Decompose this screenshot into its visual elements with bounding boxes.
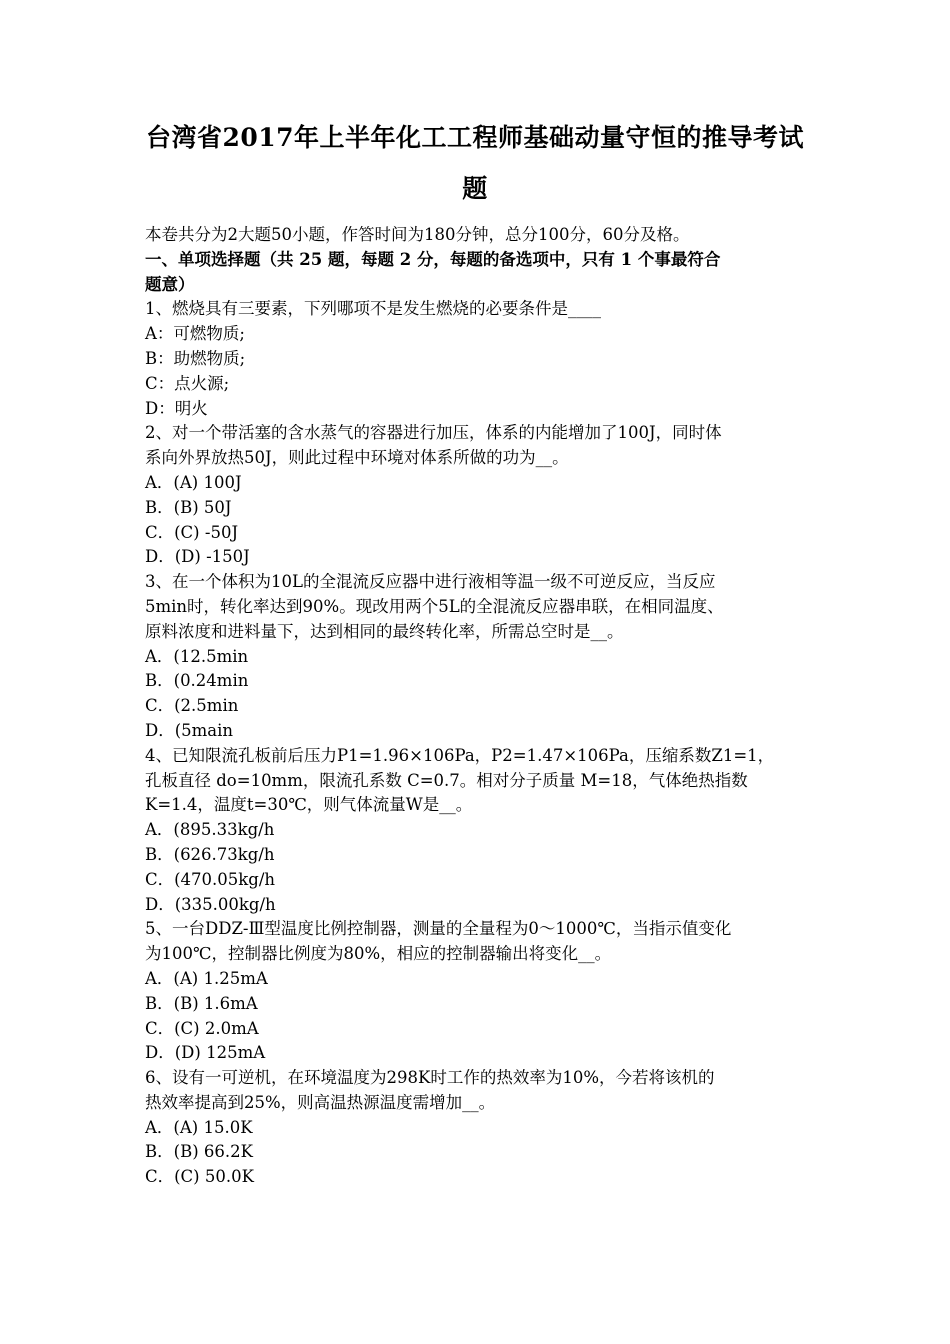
question-text: 热效率提高到25%，则高温热源温度需增加__。: [145, 1092, 496, 1112]
answer-option: A．(12.5min: [145, 646, 249, 666]
question-text: 3、在一个体积为10L的全混流反应器中进行液相等温一级不可逆反应，当反应: [145, 572, 716, 592]
answer-option: C．(C) 50.0K: [145, 1167, 254, 1187]
answer-option: B．(B) 1.6mA: [145, 993, 258, 1013]
question-text: 5min时，转化率达到90%。现改用两个5L的全混流反应器串联，在相同温度、: [145, 596, 724, 616]
document-title-line-2: 题: [462, 174, 488, 203]
answer-option: B．(0.24min: [145, 671, 249, 691]
answer-option: C．(2.5min: [145, 696, 239, 716]
answer-option: C：点火源;: [145, 373, 230, 393]
answer-option: A．(A) 100J: [145, 472, 242, 492]
question-text: 5、一台DDZ-Ⅲ型温度比例控制器，测量的全量程为0～1000℃，当指示值变化: [145, 919, 732, 939]
question-item: [145, 421, 813, 570]
question-item: [145, 1066, 813, 1190]
answer-option: C．(C) -50J: [145, 522, 239, 542]
question-text: 4、已知限流孔板前后压力P1=1.96×106Pa，P2=1.47×106Pa，压缩系数Z1=1，: [145, 745, 775, 765]
answer-option: D．(335.00kg/h: [145, 894, 276, 914]
answer-option: B．(B) 66.2K: [145, 1142, 253, 1162]
answer-option: D．(5main: [145, 720, 234, 740]
answer-option: C．(470.05kg/h: [145, 869, 276, 889]
answer-option: B：助燃物质;: [145, 348, 246, 368]
section-heading-line-1: 一、单项选择题（共 25 题，每题 2 分，每题的备选项中，只有 1 个事最符合: [145, 249, 721, 269]
answer-option: A．(895.33kg/h: [145, 820, 275, 840]
question-text: 孔板直径 do=10mm，限流孔系数 C=0.7。相对分子质量 M=18，气体绝热指数: [145, 770, 748, 790]
question-text: 1、燃烧具有三要素，下列哪项不是发生燃烧的必要条件是____: [145, 299, 601, 319]
question-list: [145, 297, 813, 1190]
question-text: 为100℃，控制器比例度为80%，相应的控制器输出将变化__。: [145, 944, 612, 964]
document-body: [145, 223, 813, 1190]
question-item: [145, 297, 813, 421]
answer-option: C．(C) 2.0mA: [145, 1018, 259, 1038]
question-item: [145, 917, 813, 1066]
answer-option: A．(A) 15.0K: [145, 1117, 253, 1137]
section-heading-line-2: 题意）: [145, 274, 195, 294]
document-title-line-1: 台湾省2017年上半年化工工程师基础动量守恒的推导考试: [145, 123, 805, 152]
question-text: 原料浓度和进料量下，达到相同的最终转化率，所需总空时是__。: [145, 621, 624, 641]
question-text: 6、设有一可逆机，在环境温度为298K时工作的热效率为10%，今若将该机的: [145, 1068, 715, 1088]
question-text: 2、对一个带活塞的含水蒸气的容器进行加压，体系的内能增加了100J，同时体: [145, 423, 722, 443]
answer-option: B．(B) 50J: [145, 497, 232, 517]
answer-option: A．(A) 1.25mA: [145, 968, 268, 988]
answer-option: D：明火: [145, 398, 208, 418]
answer-option: D．(D) 125mA: [145, 1043, 266, 1063]
question-item: [145, 744, 813, 918]
answer-option: B．(626.73kg/h: [145, 844, 275, 864]
question-text: 系向外界放热50J，则此过程中环境对体系所做的功为__。: [145, 448, 569, 468]
exam-intro: 本卷共分为2大题50小题，作答时间为180分钟，总分100分，60分及格。: [145, 225, 690, 244]
question-item: [145, 570, 813, 744]
answer-option: D．(D) -150J: [145, 547, 250, 567]
answer-option: A：可燃物质;: [145, 324, 245, 344]
question-text: K=1.4，温度t=30℃，则气体流量W是__。: [145, 795, 473, 815]
